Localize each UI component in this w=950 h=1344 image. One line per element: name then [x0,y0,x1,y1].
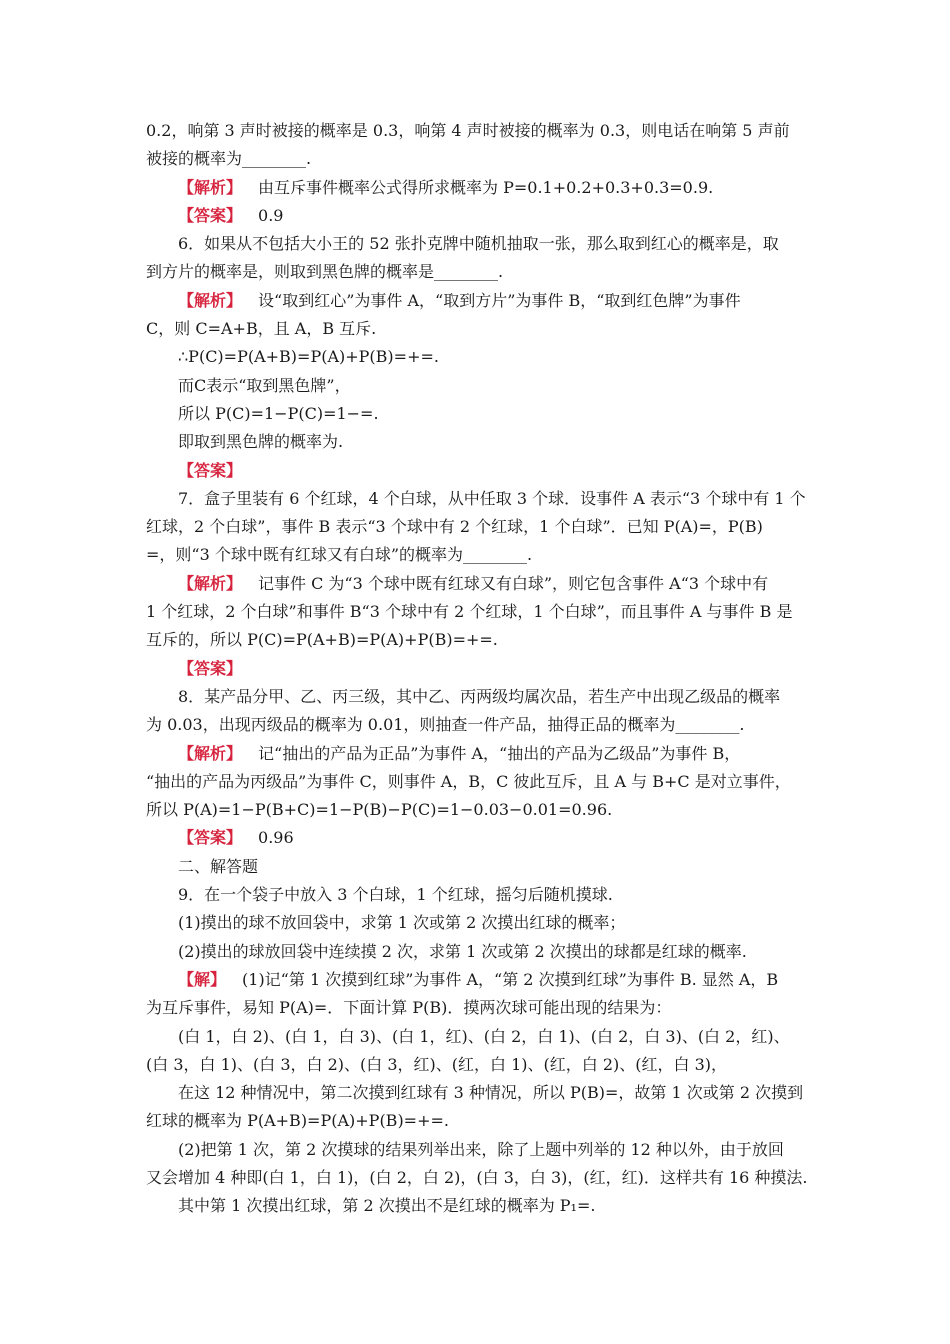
text-line [146,287,814,315]
text-line [146,1023,814,1051]
line-text: 记“抽出的产品为正品”为事件 A，“抽出的产品为乙级品”为事件 B， [258,743,741,763]
line-text: 7．盒子里装有 6 个红球，4 个白球，从中任取 3 个球．设事件 A 表示“3 个球中有 1 个 [178,488,806,508]
text-line [146,1192,814,1220]
text-line [146,909,814,937]
text-line [146,428,814,456]
text-line [146,683,814,711]
document-body [146,117,814,1221]
text-line [146,315,814,343]
text-line [146,230,814,258]
section-tag: 【解析】 [178,290,243,310]
line-text: 而C表示“取到黑色牌”， [178,375,351,395]
line-text: (2)摸出的球放回袋中连续摸 2 次，求第 1 次或第 2 次摸出的球都是红球的概率. [178,941,747,961]
text-line [146,598,814,626]
text-line [146,740,814,768]
section-tag: 【答案】 [178,658,243,678]
line-text: 其中第 1 次摸出红球，第 2 次摸出不是红球的概率为 P₁=. [178,1196,596,1216]
section-tag: 【解析】 [178,177,243,197]
text-line [146,966,814,994]
section-tag: 【答案】 [178,828,243,848]
text-line [146,711,814,739]
line-text: 又会增加 4 种即(白 1，白 1)，(白 2，白 2)，(白 3，白 3)，(红，红)．这样共有 16 种摸法. [146,1167,808,1187]
text-line [146,655,814,683]
section-tag: 【答案】 [178,205,243,225]
line-text: (白 1，白 2)、(白 1，白 3)、(白 1，红)、(白 2，白 1)、(白 2，白 3)、(白 2，红)、 [178,1026,790,1046]
line-text: 所以 P(C)=1−P(C)=1−=. [178,403,379,423]
line-text: 9．在一个袋子中放入 3 个白球，1 个红球，摇匀后随机摸球. [178,885,613,905]
line-text: 0.96 [258,828,294,848]
text-line [146,117,814,145]
section-tag: 【答案】 [178,460,243,480]
line-text: 6．如果从不包括大小王的 52 张扑克牌中随机抽取一张，那么取到红心的概率是，取 [178,234,779,254]
line-text: 所以 P(A)=1−P(B+C)=1−P(B)−P(C)=1−0.03−0.01=0.96. [146,800,613,820]
line-text: 由互斥事件概率公式得所求概率为 P=0.1+0.2+0.3+0.3=0.9. [258,177,714,197]
line-text: 互斥的，所以 P(C)=P(A+B)=P(A)+P(B)=+=. [146,630,498,650]
text-line [146,1079,814,1107]
text-line [146,1107,814,1135]
line-text: 设“取到红心”为事件 A，“取到方片”为事件 B，“取到红色牌”为事件 [258,290,741,310]
line-text: 记事件 C 为“3 个球中既有红球又有白球”，则它包含事件 A“3 个球中有 [258,573,769,593]
text-line [146,145,814,173]
text-line [146,343,814,371]
text-line [146,626,814,654]
text-line [146,1164,814,1192]
text-line [146,1136,814,1164]
text-line [146,174,814,202]
line-text: 红球，2 个白球”，事件 B 表示“3 个球中有 2 个红球，1 个白球”．已知 P(A)=，P(B) [146,517,763,537]
text-line [146,485,814,513]
text-line [146,853,814,881]
line-text: (2)把第 1 次，第 2 次摸球的结果列举出来，除了上题中列举的 12 种以外，由于放回 [178,1139,784,1159]
line-text: 8．某产品分甲、乙、丙三级，其中乙、丙两级均属次品，若生产中出现乙级品的概率 [178,686,781,706]
line-text: 红球的概率为 P(A+B)=P(A)+P(B)=+=. [146,1111,449,1131]
line-text: 1 个红球，2 个白球”和事件 B“3 个球中有 2 个红球，1 个白球”，而且事件 A 与事件 B 是 [146,602,793,622]
section-tag: 【解析】 [178,573,243,593]
line-text: (1)记“第 1 次摸到红球”为事件 A，“第 2 次摸到红球”为事件 B. 显然 A，B [242,969,779,989]
text-line [146,1051,814,1079]
line-text: =，则“3 个球中既有红球又有白球”的概率为________. [146,545,533,565]
text-line [146,372,814,400]
line-text: 为互斥事件，易知 P(A)=．下面计算 P(B)．摸两次球可能出现的结果为： [146,998,672,1018]
line-text: 0.9 [258,205,284,225]
line-text: “抽出的产品为丙级品”为事件 C，则事件 A，B，C 彼此互斥，且 A 与 B+C 是对立事件， [146,771,791,791]
text-line [146,570,814,598]
text-line [146,824,814,852]
line-text: ∴P(C)=P(A+B)=P(A)+P(B)=+=. [178,347,439,367]
line-text: 到方片的概率是，则取到黑色牌的概率是________. [146,262,504,282]
text-line [146,258,814,286]
text-line [146,768,814,796]
text-line [146,457,814,485]
text-line [146,400,814,428]
text-line [146,202,814,230]
line-text: C，则 C=A+B，且 A，B 互斥. [146,319,377,339]
line-text: 0.2，响第 3 声时被接的概率是 0.3，响第 4 声时被接的概率为 0.3，则电话在响第 5 声前 [146,121,790,140]
text-line [146,796,814,824]
line-text: (1)摸出的球不放回袋中，求第 1 次或第 2 次摸出红球的概率； [178,913,626,933]
line-text: 即取到黑色牌的概率为. [178,432,344,452]
section-tag: 【解】 [178,969,227,989]
line-text: 二、解答题 [178,856,259,876]
line-text: 被接的概率为________. [146,149,312,169]
text-line [146,881,814,909]
text-line [146,938,814,966]
section-tag: 【解析】 [178,743,243,763]
line-text: 为 0.03，出现丙级品的概率为 0.01，则抽查一件产品，抽得正品的概率为________. [146,715,745,735]
line-text: (白 3，白 1)、(白 3，白 2)、(白 3，红)、(红，白 1)、(红，白 2)、(红，白 3)， [146,1054,728,1074]
text-line [146,994,814,1022]
line-text: 在这 12 种情况中，第二次摸到红球有 3 种情况，所以 P(B)=，故第 1 次或第 2 次摸到 [178,1083,804,1103]
text-line [146,541,814,569]
text-line [146,513,814,541]
